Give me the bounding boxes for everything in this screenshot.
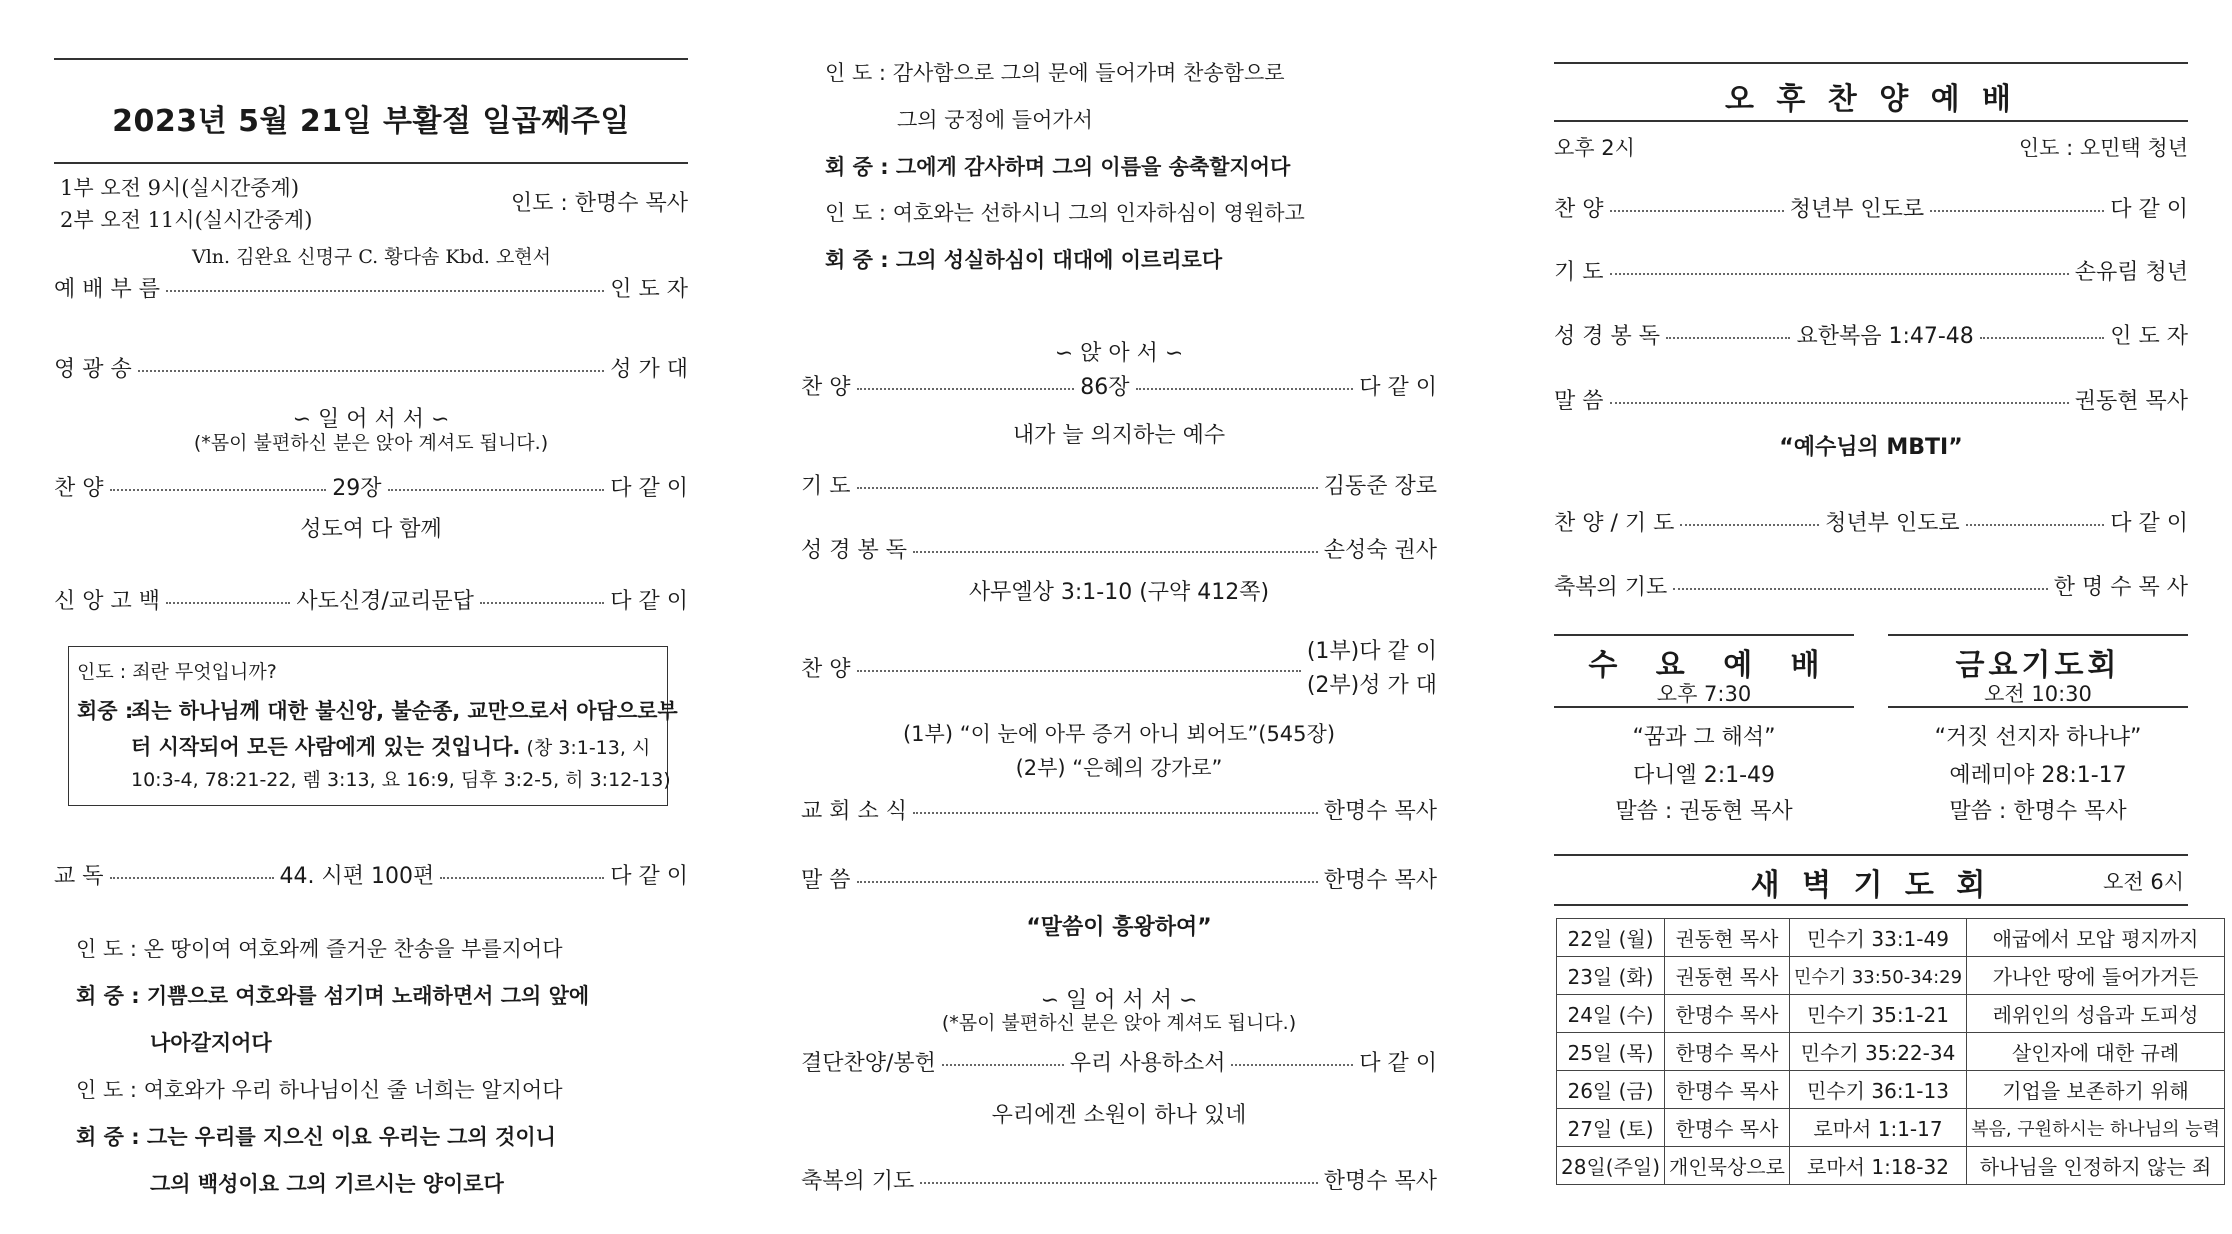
fri-sermon-title: “거짓 선지자 하나냐” xyxy=(1934,725,2142,750)
order-choir: 찬 양 xyxy=(801,652,1437,682)
fri-speaker: 말씀 : 한명수 목사 xyxy=(1949,799,2127,824)
wed-scripture: 다니엘 2:1-49 xyxy=(1632,763,1776,788)
responsive-line-2: 회 중 : 기쁨으로 여호와를 섬기며 노래하면서 그의 앞에 xyxy=(76,984,590,1008)
choir-part-2: (2부)성 가 대 xyxy=(1306,673,1437,698)
order-announcements: 교 회 소 식 한명수 목사 xyxy=(801,798,1437,824)
service-time-2: 2부 오전 11시(실시간중계) xyxy=(60,208,313,232)
responsive-line-9: 회 중 : 그에게 감사하며 그의 이름을 송축할지어다 xyxy=(825,155,1291,179)
bulletin-title: 2023년 5월 21일 부활절 일곱째주일 xyxy=(112,104,630,139)
order-call-to-worship: 예 배 부 름 인 도 자 xyxy=(54,276,688,302)
table-row: 26일 (금) 한명수 목사 민수기 36:1-13 기업을 보존하기 위해 xyxy=(1557,1071,2225,1109)
sermon-title: “말씀이 흥왕하여” xyxy=(1026,915,1212,940)
afternoon-prayer: 기 도 손유림 청년 xyxy=(1554,259,2188,285)
order-responsive-reading: 교 독 44. 시편 100편 다 같 이 xyxy=(54,863,689,889)
dawn-title: 새 벽 기 도 회 xyxy=(1750,868,1992,903)
afternoon-praise: 찬 양 청년부 인도로 다 같 이 xyxy=(1554,196,2189,222)
choir-part-1: (1부)다 같 이 xyxy=(1306,639,1437,664)
order-scripture: 성 경 봉 독 손성숙 권사 xyxy=(801,537,1437,563)
offering-song-title: 우리에겐 소원이 하나 있네 xyxy=(991,1103,1247,1128)
fri-time: 오전 10:30 xyxy=(1984,682,2092,706)
dawn-time: 오전 6시 xyxy=(2103,870,2184,894)
responsive-line-5: 회 중 : 그는 우리를 지으신 이요 우리는 그의 것이니 xyxy=(76,1125,556,1149)
fri-time-rule xyxy=(1888,706,2188,708)
catechism-answer-line3: 10:3-4, 78:21-22, 렘 3:13, 요 16:9, 딤후 3:2-5, 히 3:12-13) xyxy=(131,769,671,791)
responsive-line-6: 그의 백성이요 그의 기르시는 양이로다 xyxy=(150,1172,504,1196)
column-morning-service xyxy=(54,0,688,1234)
hymn-title: 성도여 다 함께 xyxy=(300,517,442,542)
responsive-line-8: 그의 궁정에 들어가서 xyxy=(897,108,1093,132)
responsive-line-4: 인 도 : 여호와가 우리 하나님이신 줄 너희는 알지어다 xyxy=(76,1078,563,1102)
responsive-line-7: 인 도 : 감사함으로 그의 문에 들어가며 찬송함으로 xyxy=(825,61,1285,85)
responsive-line-10: 인 도 : 여호와는 선하시니 그의 인자하심이 영원하고 xyxy=(825,201,1305,225)
afternoon-title-rule xyxy=(1554,120,2188,122)
hymn-title-2: 내가 늘 의지하는 예수 xyxy=(1012,423,1226,448)
wed-title: 수 요 예 배 xyxy=(1588,648,1834,683)
column-morning-service-cont xyxy=(801,0,1437,1234)
order-hymn: 찬 양 29장 다 같 이 xyxy=(54,475,688,501)
musicians: Vln. 김완요 신명구 C. 황다솜 Kbd. 오현서 xyxy=(192,246,552,268)
afternoon-sermon: 말 씀 권동현 목사 xyxy=(1554,388,2188,414)
title-rule xyxy=(54,162,688,164)
catechism-box xyxy=(68,646,678,806)
stand-up-cue: ∽ 일 어 서 서 ∽ xyxy=(292,407,450,432)
service-leader: 인도 : 한명수 목사 xyxy=(510,191,688,216)
catechism-answer-line2: 터 시작되어 모든 사람에게 있는 것입니다. (창 3:1-13, 시 xyxy=(131,735,651,759)
catechism-answer-line1: 죄는 하나님께 대한 불신앙, 불순종, 교만으로서 아담으로부 xyxy=(131,699,678,723)
responsive-line-11: 회 중 : 그의 성실하심이 대대에 이르리로다 xyxy=(825,248,1223,272)
order-prayer: 기 도 김동준 장로 xyxy=(801,473,1437,499)
dawn-title-rule xyxy=(1554,904,2188,906)
fri-title: 금요기도회 xyxy=(1955,648,2121,683)
catechism-question: 인도 : 죄란 무엇입니까? xyxy=(77,661,277,683)
service-time-1: 1부 오전 9시(실시간중계) xyxy=(60,176,300,200)
wed-time-rule xyxy=(1554,706,1854,708)
dawn-schedule-table xyxy=(1556,918,2225,1185)
stand-up-note: (*몸이 불편하신 분은 앉아 계셔도 됩니다.) xyxy=(193,432,549,454)
table-row: 24일 (수) 한명수 목사 민수기 35:1-21 레위인의 성읍과 도피성 xyxy=(1557,995,2225,1033)
choir-song-1: (1부) “이 눈에 아무 증거 아니 뵈어도”(545장) xyxy=(902,722,1336,746)
table-row: 22일 (월) 권동현 목사 민수기 33:1-49 애굽에서 모압 평지까지 xyxy=(1557,919,2225,957)
afternoon-benediction: 축복의 기도 한 명 수 목 사 xyxy=(1554,574,2188,600)
responsive-line-3: 나아갈지어다 xyxy=(150,1031,272,1055)
responsive-line-1: 인 도 : 온 땅이여 여호와께 즐거운 찬송을 부를지어다 xyxy=(76,937,563,961)
order-sermon: 말 씀 한명수 목사 xyxy=(801,867,1437,893)
top-rule xyxy=(54,58,688,60)
catechism-answer-label: 회중 : xyxy=(77,699,134,723)
stand-up-note-2: (*몸이 불편하신 분은 앉아 계셔도 됩니다.) xyxy=(941,1012,1297,1034)
sit-down-cue: ∽ 앉 아 서 ∽ xyxy=(1054,341,1184,366)
scripture-reference: 사무엘상 3:1-10 (구약 412쪽) xyxy=(968,580,1270,605)
afternoon-scripture: 성 경 봉 독 요한복음 1:47-48 인 도 자 xyxy=(1554,323,2188,349)
order-offering: 결단찬양/봉헌 우리 사용하소서 다 같 이 xyxy=(801,1050,1438,1076)
afternoon-sermon-title: “예수님의 MBTI” xyxy=(1779,435,1963,460)
table-row: 28일(주일) 개인묵상으로 로마서 1:18-32 하나님을 인정하지 않는 죄 xyxy=(1557,1147,2225,1185)
afternoon-time: 오후 2시 xyxy=(1554,136,1635,160)
order-benediction: 축복의 기도 한명수 목사 xyxy=(801,1168,1437,1194)
wed-speaker: 말씀 : 권동현 목사 xyxy=(1615,799,1793,824)
order-gloria: 영 광 송 성 가 대 xyxy=(54,356,688,382)
choir-song-2: (2부) “은혜의 강가로” xyxy=(1015,756,1223,780)
table-row: 23일 (화) 권동현 목사 민수기 33:50-34:29 가나안 땅에 들어가거든 xyxy=(1557,957,2225,995)
afternoon-leader: 인도 : 오민택 청년 xyxy=(2018,136,2188,160)
afternoon-praise-prayer: 찬 양 / 기 도 청년부 인도로 다 같 이 xyxy=(1554,510,2189,536)
table-row: 27일 (토) 한명수 목사 로마서 1:1-17 복음, 구원하시는 하나님의 능력 xyxy=(1557,1109,2225,1147)
column-afternoon-and-weekly xyxy=(1554,0,2221,1234)
afternoon-top-rule xyxy=(1554,62,2188,64)
fri-top-rule xyxy=(1888,634,2188,636)
dawn-top-rule xyxy=(1554,854,2188,856)
wed-sermon-title: “꿈과 그 해석” xyxy=(1632,725,1776,750)
wed-time: 오후 7:30 xyxy=(1656,682,1752,706)
order-confession: 신 앙 고 백 사도신경/교리문답 다 같 이 xyxy=(54,588,688,614)
table-row: 25일 (목) 한명수 목사 민수기 35:22-34 살인자에 대한 규례 xyxy=(1557,1033,2225,1071)
stand-up-cue-2: ∽ 일 어 서 서 ∽ xyxy=(1040,988,1198,1013)
wed-top-rule xyxy=(1554,634,1854,636)
fri-scripture: 예레미야 28:1-17 xyxy=(1949,763,2127,788)
order-hymn-2: 찬 양 86장 다 같 이 xyxy=(801,374,1437,400)
afternoon-title: 오 후 찬 양 예 배 xyxy=(1724,82,2018,117)
